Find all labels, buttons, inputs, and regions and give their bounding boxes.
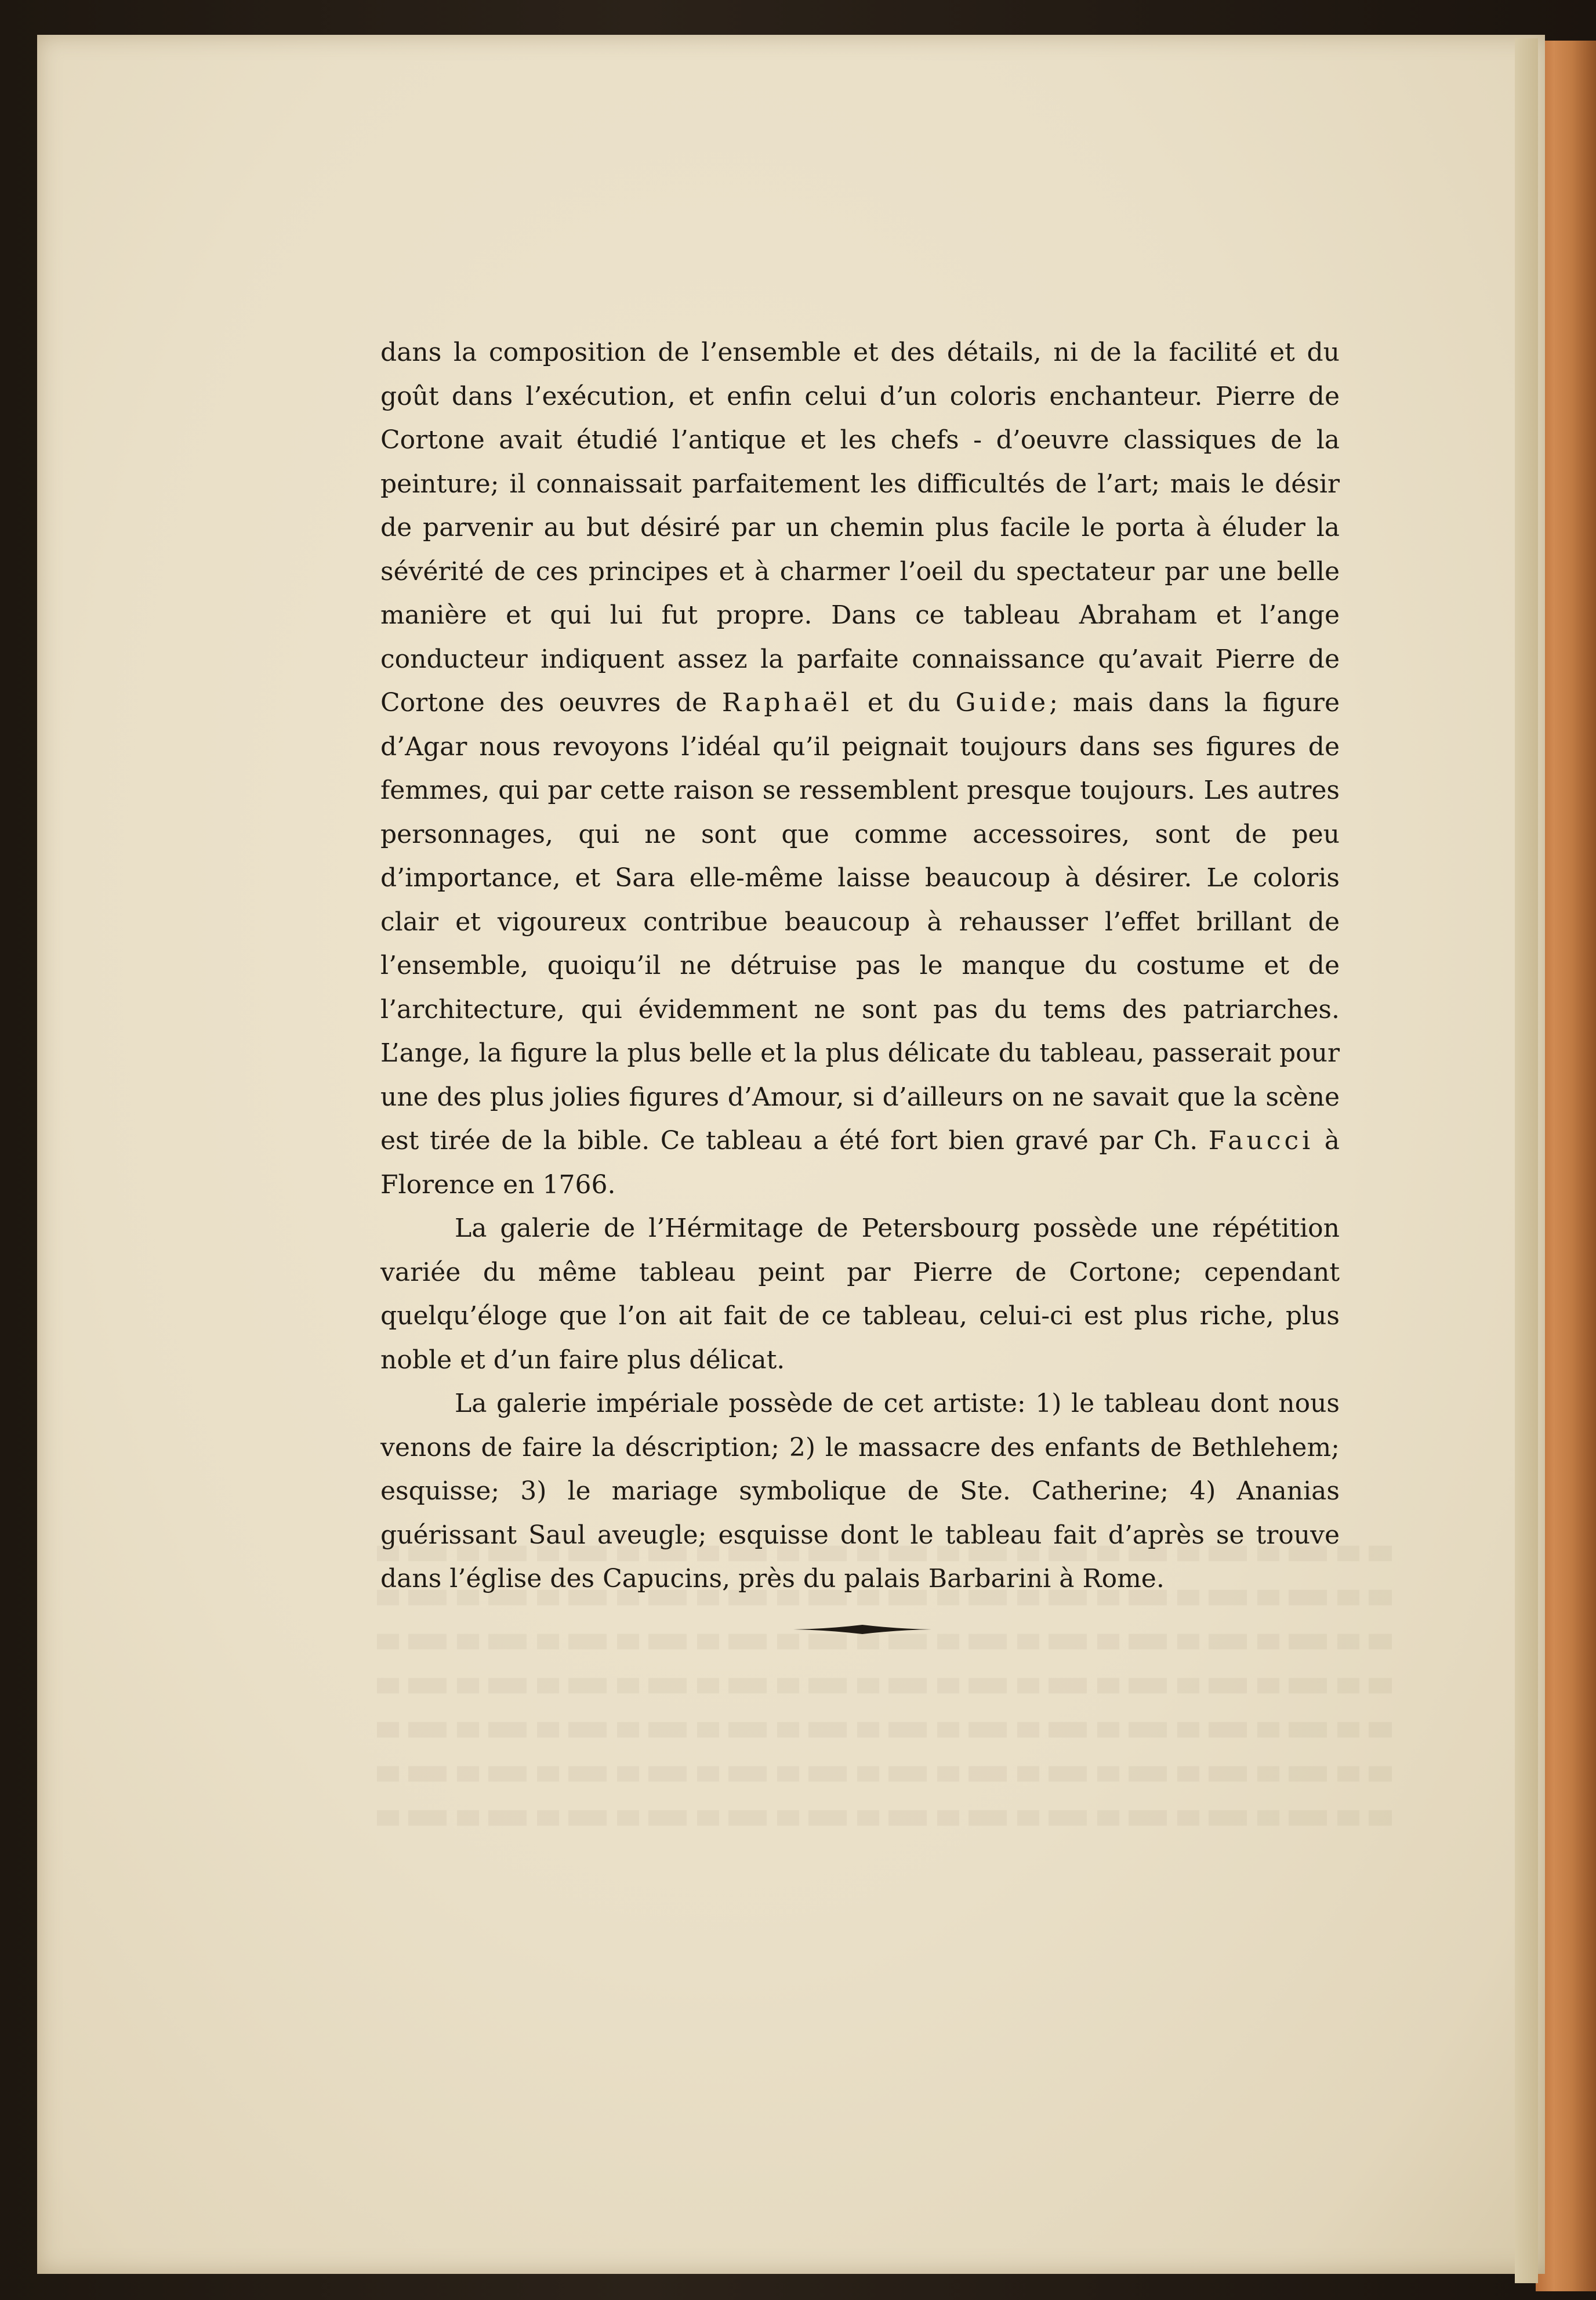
name-guide: Guide	[955, 688, 1050, 718]
paragraph-3: La galerie impériale possède de cet artiste: 1) le tableau dont nous venons de faire la déscription; 2) le massacre des enfants de Bethlehem; esquisse; 3) le mariage symbolique de Ste. Catherine; 4) Ananias guérissant Saul aveugle; esquisse dont le tableau fait d’après se trouve dans l’église des Capucins, près du palais Barbarini à Rome.	[380, 1389, 1340, 1593]
name-faucci: Faucci	[1208, 1126, 1314, 1156]
paragraph-2: La galerie de l’Hérmitage de Petersbourg possède une répétition variée du même tableau peint par Pierre de Cortone; cependant quelqu’éloge que l’on ait fait de ce tableau, celui-ci est plus riche, plus noble et d’un faire plus délicat.	[380, 1214, 1340, 1375]
text-block	[380, 331, 1340, 1601]
text-segment: dans la composition de l’ensemble et des détails, ni de la facilité et du goût dans l’exécution, et enfin celui d’un coloris enchanteur. Pierre de Cortone avait étudié l’antique et les chefs - d’oeuvre classiques de la peinture; il connaissait parfaitement les difficultés de l’art; mais le désir de parvenir au but désiré par un chemin plus facile le porta à éluder la sévérité de ces principes et à charmer l’oeil du spectateur par une belle manière et qui lui fut propre. Dans ce tableau Abraham et l’ange conducteur indiquent assez la parfaite connaissance qu’avait Pierre de Cortone des oeuvres de	[380, 338, 1340, 718]
text-segment: ; mais dans la figure d’Agar nous revoyons l’idéal qu’il peignait toujours dans ses figures de femmes, qui par cette raison se ressemblent presque toujours. Les autres personnages, qui ne sont que comme accessoires, sont de peu d’importance, et Sara elle-même laisse beaucoup à désirer. Le coloris clair et vigoureux contribue beaucoup à rehausser l’effet brillant de l’ensemble, quoiqu’il ne détruise pas le manque du costume et de l’architecture, qui évidemment ne sont pas du tems des patriarches. L’ange, la figure la plus belle et la plus délicate du tableau, passerait pour une des plus jolies figures d’Amour, si d’ailleurs on ne savait que la scène est tirée de la bible. Ce tableau a été fort bien gravé par Ch.	[380, 688, 1340, 1156]
page-edge	[1515, 38, 1538, 2283]
paragraph-1	[380, 331, 1340, 1207]
text-segment: à Florence en 1766.	[380, 1126, 1340, 1200]
name-raphael: Raphaël	[721, 688, 853, 718]
tailpiece-ornament	[793, 1623, 931, 1636]
text-segment: et du	[853, 688, 956, 718]
